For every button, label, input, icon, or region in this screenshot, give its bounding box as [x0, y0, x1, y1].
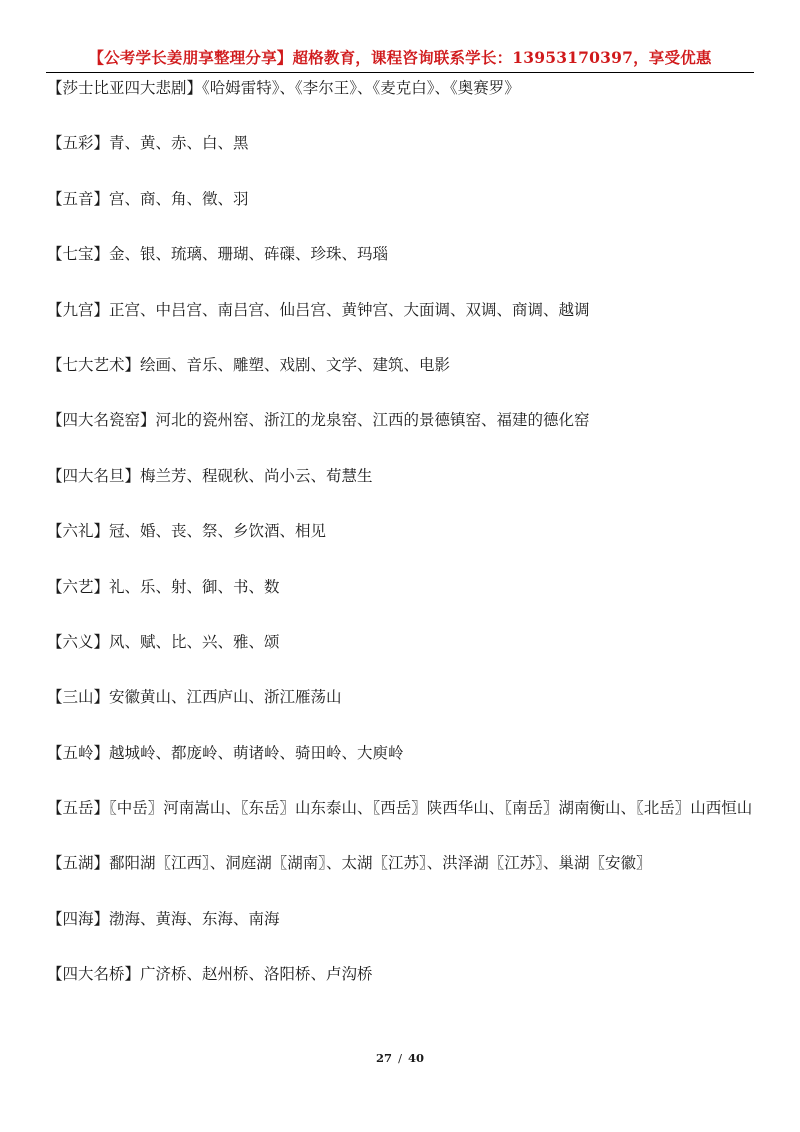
current-page-number: 27 — [376, 1051, 393, 1065]
entry-four-dan-actors: 【四大名旦】梅兰芳、程砚秋、尚小云、荀慧生 — [47, 466, 373, 485]
entry-shakespeare-tragedies: 【莎士比亚四大悲剧】《哈姆雷特》、《李尔王》、《麦克白》、《奥赛罗》 — [47, 79, 520, 97]
entry-seven-arts: 【七大艺术】绘画、音乐、雕塑、戏剧、文学、建筑、电影 — [47, 355, 451, 374]
entry-five-tones: 【五音】宫、商、角、徵、羽 — [47, 189, 249, 208]
entry-five-sacred-mountains: 【五岳】〖中岳〗河南嵩山、〖东岳〗山东泰山、〖西岳〗陕西华山、〖南岳〗湖南衡山、〖北岳〗山西恒山 — [47, 799, 753, 818]
entry-six-principles: 【六义】风、赋、比、兴、雅、颂 — [47, 632, 280, 651]
entry-three-mountains: 【三山】安徽黄山、江西庐山、浙江雁荡山 — [47, 688, 342, 707]
entry-seven-treasures: 【七宝】金、银、琉璃、珊瑚、砗磲、珍珠、玛瑙 — [47, 245, 389, 264]
page-separator: / — [398, 1051, 402, 1065]
document-body — [47, 74, 755, 1016]
entry-six-arts: 【六艺】礼、乐、射、御、书、数 — [47, 577, 280, 596]
page-number — [0, 1051, 800, 1065]
header-divider — [46, 72, 754, 73]
entry-five-colors: 【五彩】青、黄、赤、白、黑 — [47, 134, 249, 153]
entry-five-lakes: 【五湖】鄱阳湖〖江西〗、洞庭湖〖湖南〗、太湖〖江苏〗、洪泽湖〖江苏〗、巢湖〖安徽〗 — [47, 854, 652, 873]
entry-four-bridges: 【四大名桥】广济桥、赵州桥、洛阳桥、卢沟桥 — [47, 965, 373, 984]
entry-four-kilns: 【四大名瓷窑】河北的瓷州窑、浙江的龙泉窑、江西的景德镇窑、福建的德化窑 — [47, 411, 590, 430]
entry-six-rites: 【六礼】冠、婚、丧、祭、乡饮酒、相见 — [47, 522, 327, 541]
entry-four-seas: 【四海】渤海、黄海、东海、南海 — [47, 909, 280, 928]
page-header-banner: 【公考学长姜朋享整理分享】超格教育，课程咨询联系学长：13953170397，享受优惠 — [88, 48, 712, 67]
total-page-count: 40 — [407, 1051, 424, 1065]
entry-nine-modes: 【九宫】正宫、中吕宫、南吕宫、仙吕宫、黄钟宫、大面调、双调、商调、越调 — [47, 300, 590, 319]
entry-five-ridges: 【五岭】越城岭、都庞岭、萌诸岭、骑田岭、大庾岭 — [47, 743, 404, 762]
